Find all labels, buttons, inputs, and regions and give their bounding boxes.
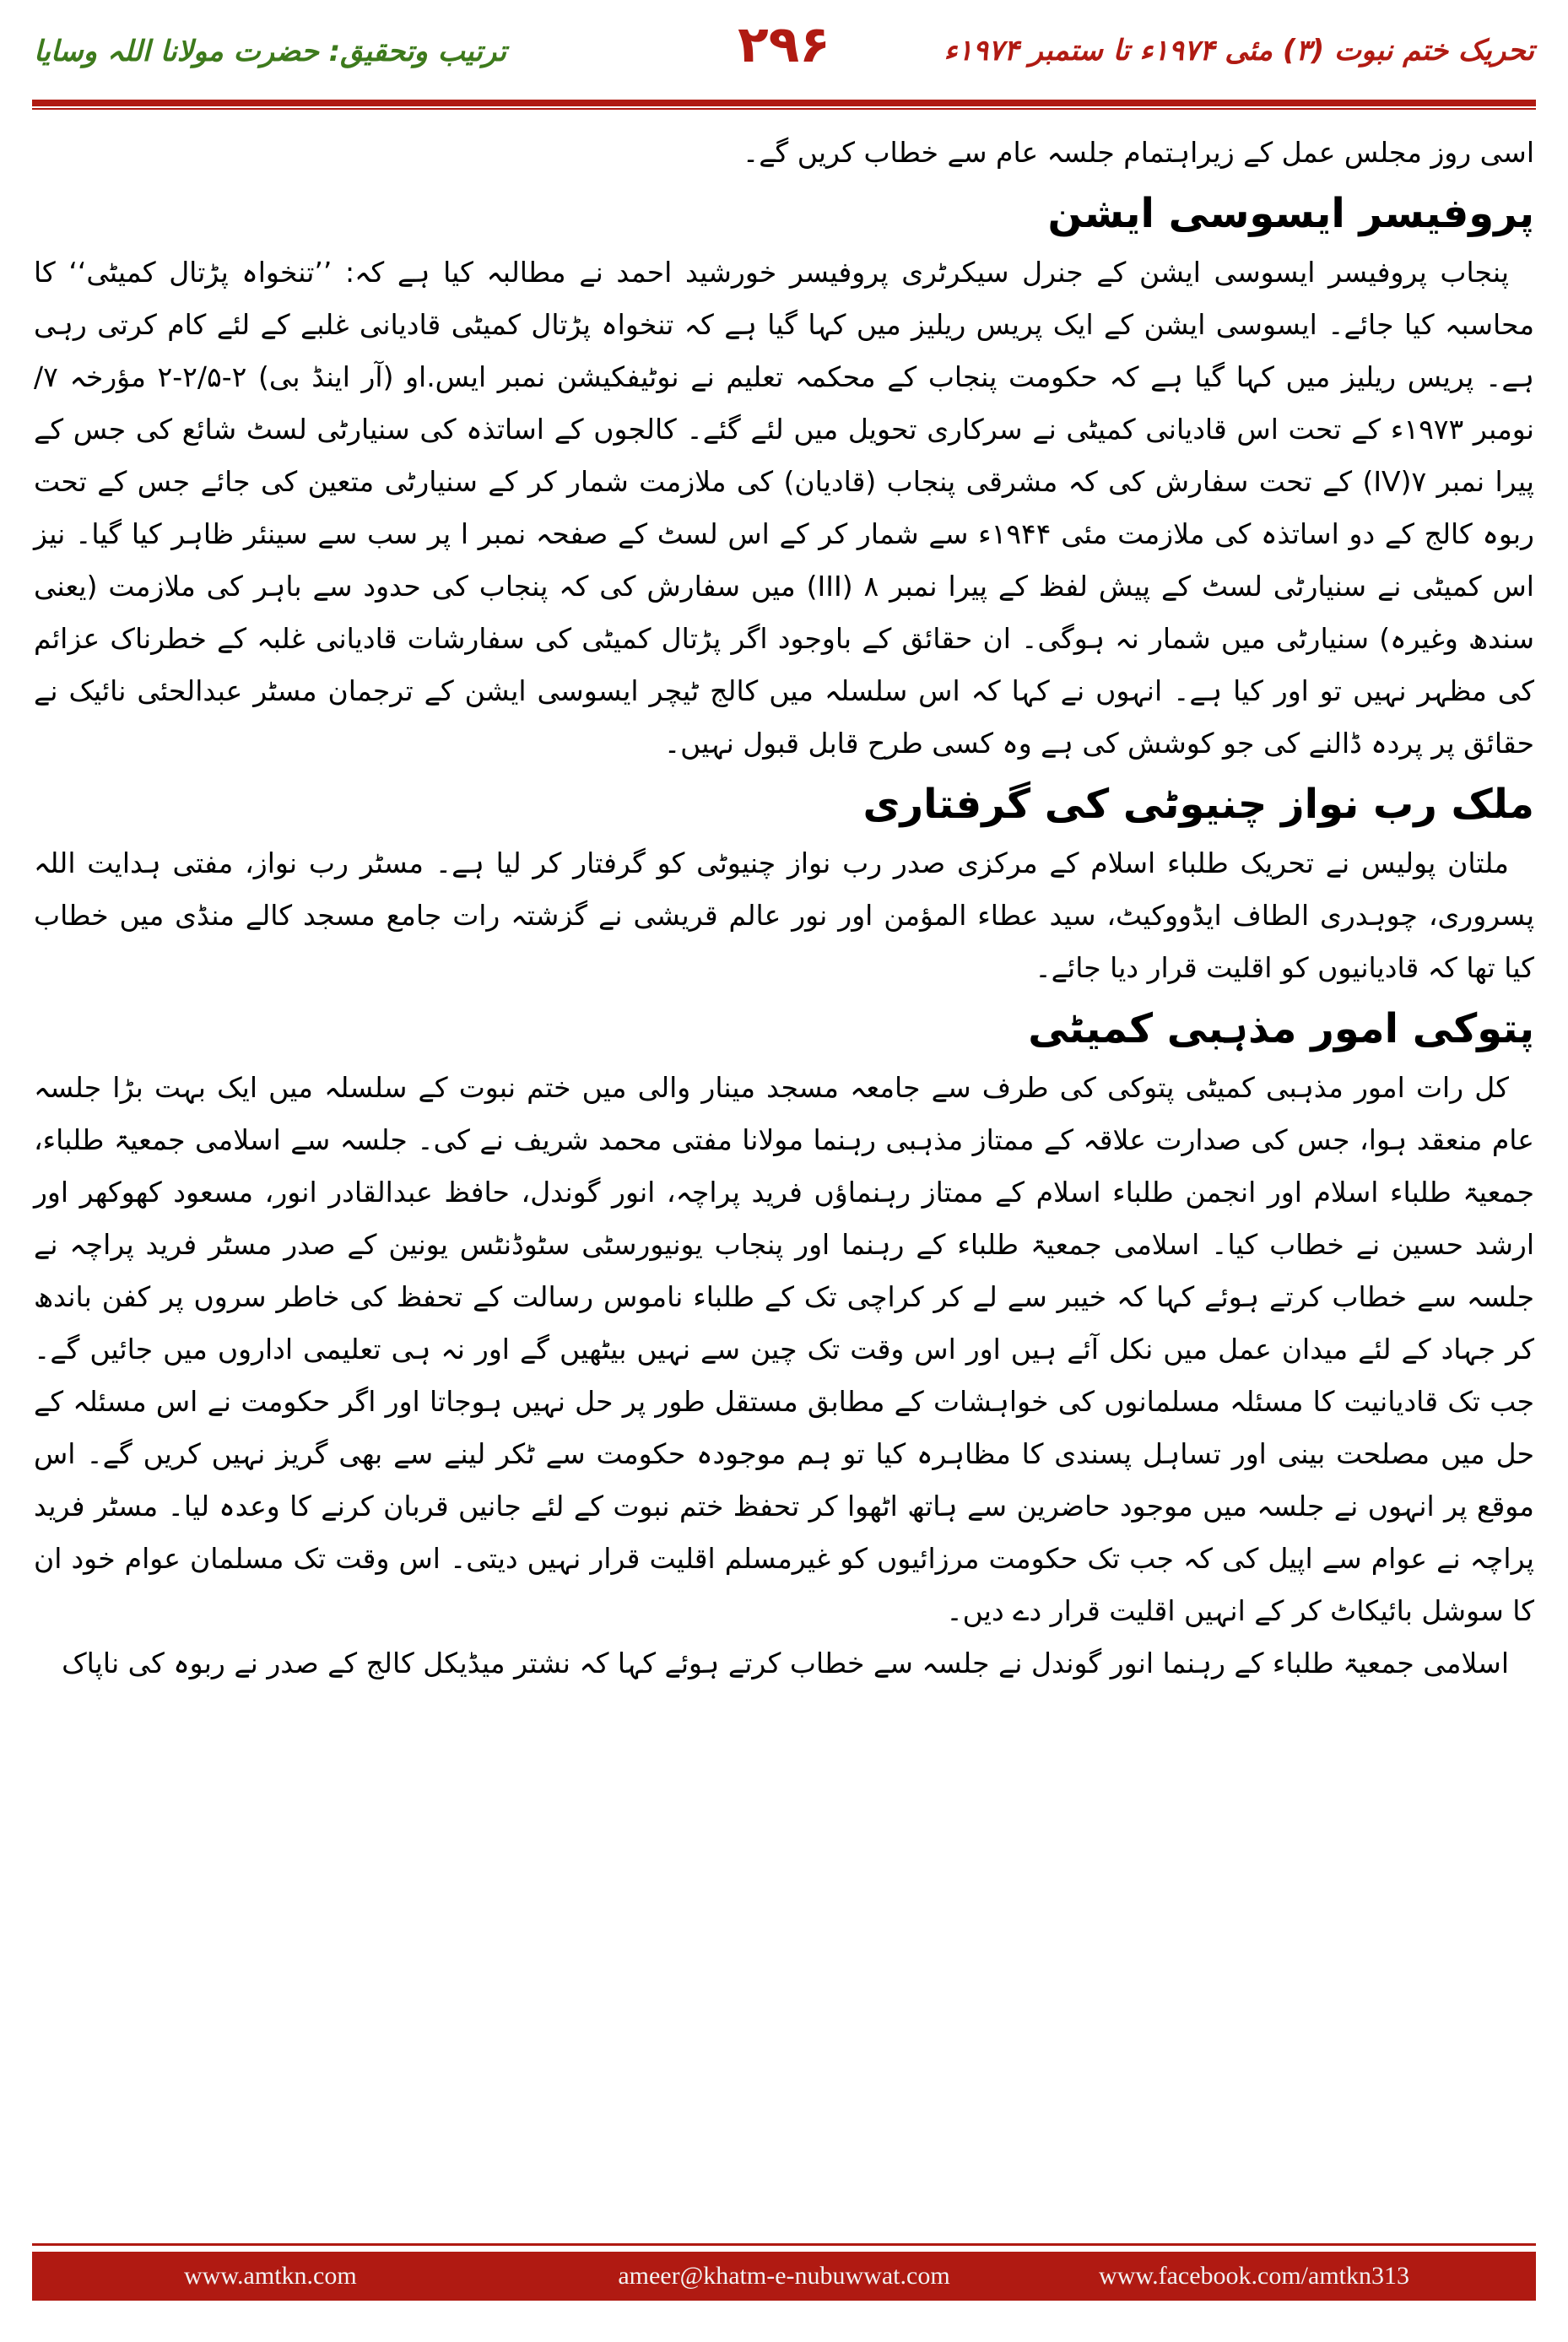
- section-heading-pattoki-committee: پتوکی امور مذہبی کمیٹی: [1028, 1005, 1534, 1052]
- email-link[interactable]: ameer@khatm-e-nubuwwat.com: [618, 2262, 950, 2290]
- footer-divider: [32, 2243, 1536, 2246]
- website-link[interactable]: www.amtkn.com: [184, 2262, 357, 2290]
- page-header: [0, 0, 1568, 101]
- page-footer: [32, 2252, 1536, 2301]
- facebook-link[interactable]: www.facebook.com/amtkn313: [1099, 2262, 1409, 2290]
- page-number: ۲۹۶: [738, 15, 830, 74]
- book-title: تحریک ختم نبوت (۳) مئی ۱۹۷۴ء تا ستمبر ۱۹۷۴ء: [944, 34, 1534, 68]
- section-heading-professor-association: پروفیسر ایسوسی ایشن: [1047, 190, 1534, 237]
- header-divider-thin: [32, 108, 1536, 110]
- compiler-credit: ترتیب وتحقیق: حضرت مولانا اللہ وسایا: [34, 35, 507, 68]
- intro-paragraph: اسی روز مجلس عمل کے زیراہتمام جلسہ عام سے خطاب کریں گے۔: [742, 136, 1534, 169]
- section-paragraph: پنجاب پروفیسر ایسوسی ایشن کے جنرل سیکرٹری پروفیسر خورشید احمد نے مطالبہ کیا ہے کہ: ’’تنخواہ پڑتال کمیٹی‘‘ کا محاسبہ کیا جائے۔ ایسوسی ایشن کے ایک پریس ریلیز میں کہا گیا ہے کہ تنخواہ پڑتال کمیٹی قادیانی غلبے کے لئے کام کرتی رہی ہے۔ پریس ریلیز میں کہا گیا ہے کہ حکومت پنجاب کے محکمہ تعلیم نے نوٹیفکیشن نمبر ایس.او (آر اینڈ بی) ۲-۲/۵-۲ مؤرخہ ۷/نومبر ۱۹۷۳ء کے تحت اس قادیانی کمیٹی نے سرکاری تحویل میں لئے گئے۔ کالجوں کے اساتذہ کی سنیارٹی لسٹ شائع کی جس کے پیرا نمبر ۷(IV) کے تحت سفارش کی کہ مشرقی پنجاب (قادیان) کی ملازمت شمار کر کے سنیارٹی متعین کی جائے جس کے تحت ربوہ کالج کے دو اساتذہ کی ملازمت مئی ۱۹۴۴ء سے شمار کر کے اس لسٹ کے صفحہ نمبر ا پر سب سے سینئر ظاہر کیا گیا۔ نیز اس کمیٹی نے سنیارٹی لسٹ کے پیش لفظ کے پیرا نمبر ۸ (III) میں سفارش کی کہ پنجاب کی حدود سے باہر کی ملازمت (یعنی سندھ وغیرہ) سنیارٹی میں شمار نہ ہوگی۔ ان حقائق کے باوجود اگر پڑتال کمیٹی کی سفارشات قادیانی غلبہ کے خطرناک عزائم کی مظہر نہیں تو اور کیا ہے۔ انہوں نے کہا کہ اس سلسلہ میں کالج ٹیچر ایسوسی ایشن کے ترجمان مسٹر عبدالحئی نائیک نے حقائق پر پردہ ڈالنے کی جو کوشش کی ہے وہ کسی طرح قابل قبول نہیں۔: [34, 256, 1534, 760]
- section-heading-arrest: ملک رب نواز چنیوٹی کی گرفتاری: [862, 781, 1534, 828]
- section-paragraph: کل رات امور مذہبی کمیٹی پتوکی کی طرف سے جامعہ مسجد مینار والی میں ختم نبوت کے سلسلہ میں ایک بہت بڑا جلسہ عام منعقد ہوا، جس کی صدارت علاقہ کے ممتاز مذہبی رہنما مولانا مفتی محمد شریف نے کی۔ جلسہ سے اسلامی جمعیۃ طلباء، جمعیۃ طلباء اسلام اور انجمن طلباء اسلام کے ممتاز رہنماؤں فرید پراچہ، انور گوندل، حافظ عبدالقادر انور، مسعود کھوکھر اور ارشد حسین نے خطاب کیا۔ اسلامی جمعیۃ طلباء کے رہنما اور پنجاب یونیورسٹی سٹوڈنٹس یونین کے صدر مسٹر فرید پراچہ نے جلسہ سے خطاب کرتے ہوئے کہا کہ خیبر سے لے کر کراچی تک کے طلباء ناموس رسالت کے تحفظ کی خاطر سروں پر کفن باندھ کر جہاد کے لئے میدان عمل میں نکل آئے ہیں اور اس وقت تک چین سے نہیں بیٹھیں گے اور نہ ہی تعلیمی اداروں میں جائیں گے۔ جب تک قادیانیت کا مسئلہ مسلمانوں کی خواہشات کے مطابق مستقل طور پر حل نہیں ہوجاتا اور اگر حکومت نے اس مسئلہ کے حل میں مصلحت بینی اور تساہل پسندی کا مظاہرہ کیا تو ہم موجودہ حکومت سے ٹکر لینے سے بھی گریز نہیں کریں گے۔ اس موقع پر انہوں نے جلسہ میں موجود حاضرین سے ہاتھ اٹھوا کر تحفظ ختم نبوت کے لئے جانیں قربان کرنے کا وعدہ لیا۔ مسٹر فرید پراچہ نے عوام سے اپیل کی کہ جب تک حکومت مرزائیوں کو غیرمسلم اقلیت قرار نہیں دیتی۔ اس وقت تک مسلمان عوام خود ان کا سوشل بائیکاٹ کر کے انہیں اقلیت قرار دے دیں۔: [34, 1071, 1534, 1627]
- section-paragraph: ملتان پولیس نے تحریک طلباء اسلام کے مرکزی صدر رب نواز چنیوٹی کو گرفتار کر لیا ہے۔ مسٹر رب نواز، مفتی ہدایت اللہ پسروری، چوہدری الطاف ایڈووکیٹ، سید عطاء المؤمن اور نور عالم قریشی نے گزشتہ رات جامع مسجد کالے منڈی میں خطاب کیا تھا کہ قادیانیوں کو اقلیت قرار دیا جائے۔: [34, 846, 1534, 984]
- page-body: [34, 127, 1534, 2232]
- header-divider: [32, 100, 1536, 106]
- section-paragraph: اسلامی جمعیۃ طلباء کے رہنما انور گوندل نے جلسہ سے خطاب کرتے ہوئے کہا کہ نشتر میڈیکل کالج کے صدر نے ربوہ کی ناپاک: [62, 1647, 1509, 1679]
